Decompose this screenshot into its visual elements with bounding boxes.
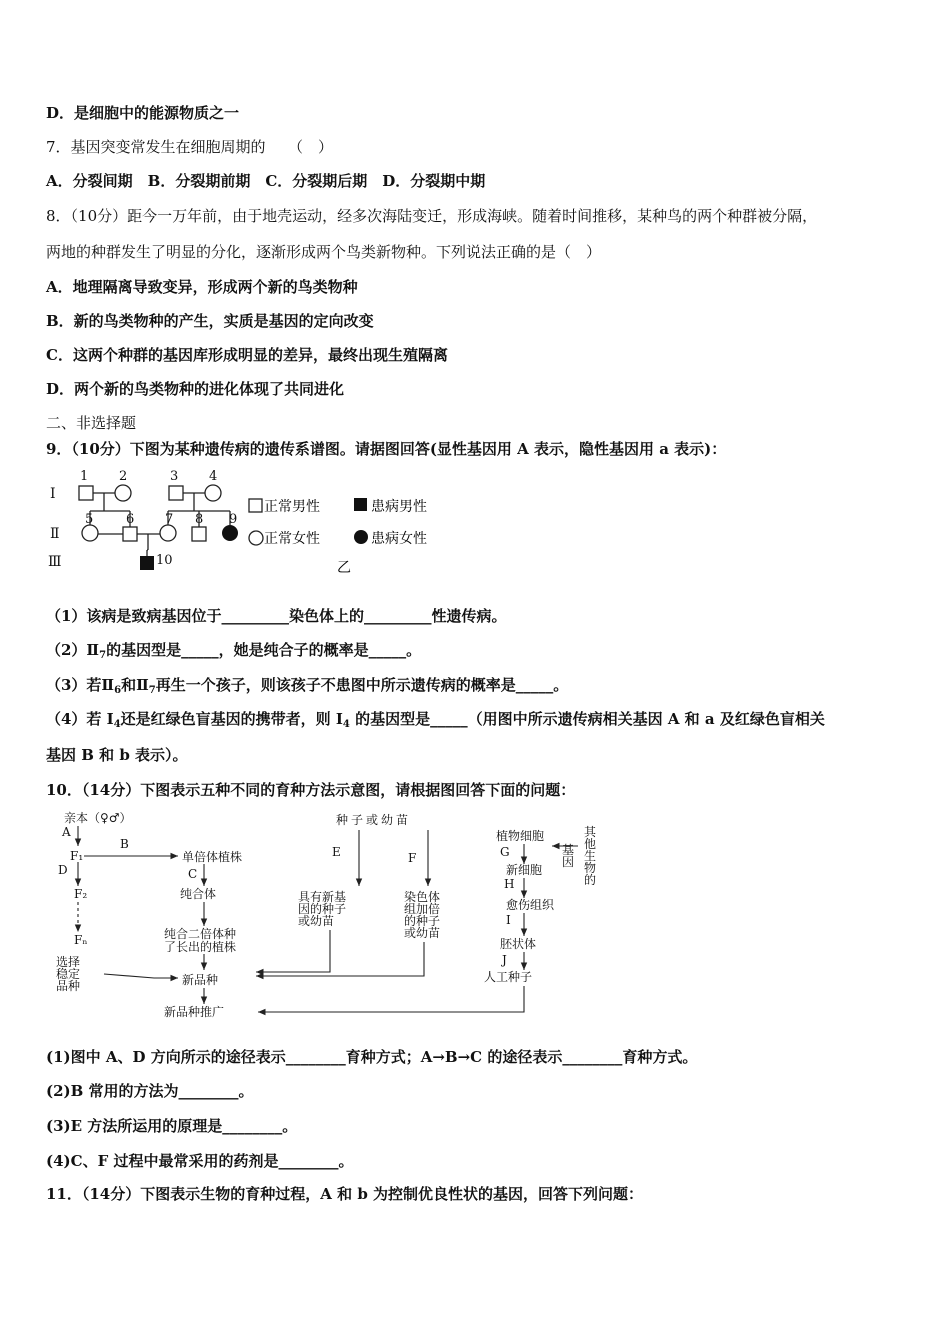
q8-stem-line2: 两地的种群发生了明显的分化，逐渐形成两个鸟类新物种。下列说法正确的是（ ） <box>46 243 602 261</box>
individual-7 <box>160 525 176 541</box>
letter-h: H <box>504 877 515 891</box>
q9-sub4-line2: 基因 B 和 b 表示）。 <box>46 746 188 764</box>
new-variety-label: 新品种 <box>182 973 219 987</box>
legend-affected-male: 患病男性 <box>371 499 427 515</box>
letter-d: D <box>58 863 68 877</box>
other-5: 的 <box>584 873 597 887</box>
num-3: 3 <box>170 469 179 484</box>
pure-label: 纯合体 <box>180 887 217 901</box>
individual-2 <box>115 485 131 501</box>
pure-diploid-1: 纯合二倍体种 <box>164 927 237 941</box>
letter-b: B <box>120 837 129 851</box>
letter-i: I <box>506 913 511 927</box>
q10-sub3: (3)E 方法所运用的原理是________。 <box>46 1117 298 1135</box>
select-2: 稳定 <box>56 967 81 981</box>
num-4: 4 <box>209 469 218 484</box>
num-7: 7 <box>165 512 174 527</box>
letter-j: J <box>502 953 507 967</box>
q10-sub1: (1)图中 A、D 方向所示的途径表示________育种方式；A→B→C 的途径表示________育种方式。 <box>46 1048 698 1066</box>
num-10: 10 <box>156 553 173 568</box>
chromo-1: 染色体 <box>404 890 441 904</box>
individual-3 <box>169 486 183 500</box>
pedigree-caption: 乙 <box>337 560 351 576</box>
legend-normal-male: 正常男性 <box>264 499 320 515</box>
new-gene-1: 具有新基 <box>298 890 347 904</box>
pure-diploid-2: 了长出的植株 <box>164 940 237 954</box>
new-gene-3: 或幼苗 <box>298 914 335 928</box>
q11-stem: 11．（14分）下图表示生物的育种过程，A 和 b 为控制优良性状的基因，回答下列问题： <box>46 1185 644 1203</box>
art-seed-label: 人工种子 <box>484 970 533 984</box>
q7-options: A．分裂间期 B．分裂期前期 C．分裂期后期 D．分裂期中期 <box>46 172 486 190</box>
seed-top-label: 种子或幼苗 <box>336 813 412 827</box>
q10-sub4: (4)C、F 过程中最常采用的药剂是________。 <box>46 1152 354 1170</box>
q10-stem: 10．（14分）下图表示五种不同的育种方法示意图，请根据图回答下面的问题： <box>46 781 576 799</box>
embryoid-label: 胚状体 <box>500 937 537 951</box>
q9-sub4: （4）若 $I_4$还是红绿色盲基因的携带者，则 $I_4$ 的基因型是_____（用图中所示遗传病相关基因 A 和 a 及红绿色盲相关 <box>46 710 825 730</box>
legend-affected-male-icon <box>354 498 367 511</box>
gene-1: 基 <box>562 843 575 857</box>
q8-option-b: B．新的鸟类物种的产生，实质是基因的定向改变 <box>46 312 374 330</box>
q6-option-d: D．是细胞中的能源物质之一 <box>46 104 240 122</box>
q9-sub3: （3）若$Ⅱ_6$和$Ⅱ_7$再生一个孩子，则该孩子不患图中所示遗传病的概率是_____。 <box>46 676 569 696</box>
section-title: 二、非选择题 <box>46 414 137 432</box>
num-5: 5 <box>85 512 94 527</box>
legend-affected-female-icon <box>354 530 368 544</box>
q8-option-a: A．地理隔离导致变异，形成两个新的鸟类物种 <box>46 278 358 296</box>
individual-1 <box>79 486 93 500</box>
haploid-label: 单倍体植株 <box>182 850 243 864</box>
chromo-2: 组加倍 <box>404 902 441 916</box>
chromo-4: 或幼苗 <box>404 926 441 940</box>
legend-affected-female: 患病女性 <box>371 531 427 547</box>
other-1: 其 <box>584 825 597 839</box>
new-cell-label: 新细胞 <box>506 863 543 877</box>
num-8: 8 <box>195 512 204 527</box>
new-gene-2: 因的种子 <box>298 902 347 916</box>
select-3: 品种 <box>56 979 81 993</box>
individual-5 <box>82 525 98 541</box>
promote-label: 新品种推广 <box>164 1005 225 1019</box>
gen-label-1: Ⅰ <box>50 486 56 502</box>
other-2: 他 <box>584 837 597 851</box>
num-6: 6 <box>126 512 135 527</box>
gene-2: 因 <box>562 855 575 869</box>
plant-cell-label: 植物细胞 <box>496 829 545 843</box>
individual-9 <box>222 525 238 541</box>
gen-label-2: Ⅱ <box>50 526 60 542</box>
fn-label: Fₙ <box>74 933 88 947</box>
callus-label: 愈伤组织 <box>506 898 555 912</box>
letter-a: A <box>62 825 71 839</box>
q8-stem-line1: 8．（10分）距今一万年前，由于地壳运动，经多次海陆变迁，形成海峡。随着时间推移，某种鸟的两个种群被分隔， <box>46 207 818 225</box>
q8-option-c: C．这两个种群的基因库形成明显的差异，最终出现生殖隔离 <box>46 346 448 364</box>
other-3: 生 <box>584 849 597 863</box>
q9-sub2: $(2)Ⅱ_7$的基因型是_____，她是纯合子的概率是_____。 <box>46 641 422 661</box>
q10-sub2: (2)B 常用的方法为________。 <box>46 1082 254 1100</box>
select-1: 选择 <box>56 955 81 969</box>
num-2: 2 <box>119 469 128 484</box>
other-4: 物 <box>584 861 597 875</box>
breeding-diagram <box>44 806 664 1026</box>
legend-normal-male-icon <box>249 499 262 512</box>
individual-8 <box>192 527 206 541</box>
individual-4 <box>205 485 221 501</box>
f2-label: F₂ <box>74 887 88 901</box>
letter-c: C <box>188 867 198 881</box>
letter-g: G <box>500 845 510 859</box>
q9-sub1: （1）该病是致病基因位于_________染色体上的_________性遗传病。 <box>46 607 507 625</box>
f1-label: F₁ <box>70 849 84 863</box>
q8-option-d: D．两个新的鸟类物种的进化体现了共同进化 <box>46 380 345 398</box>
num-1: 1 <box>80 469 89 484</box>
letter-e: E <box>332 845 341 859</box>
pedigree-chart <box>44 466 454 578</box>
individual-6 <box>123 527 137 541</box>
legend-normal-female-icon <box>249 531 263 545</box>
chromo-3: 的种子 <box>404 914 441 928</box>
q7-stem: 7．基因突变常发生在细胞周期的 （ ） <box>46 138 334 156</box>
legend-normal-female: 正常女性 <box>264 531 320 547</box>
individual-10 <box>140 556 154 570</box>
parent-label: 亲本（♀♂） <box>64 811 132 825</box>
letter-f: F <box>408 851 417 865</box>
num-9: 9 <box>229 512 238 527</box>
q9-stem: 9．（10分）下图为某种遗传病的遗传系谱图。请据图回答(显性基因用 A 表示，隐性基因用 a 表示)： <box>46 440 727 458</box>
gen-label-3: Ⅲ <box>48 554 62 570</box>
